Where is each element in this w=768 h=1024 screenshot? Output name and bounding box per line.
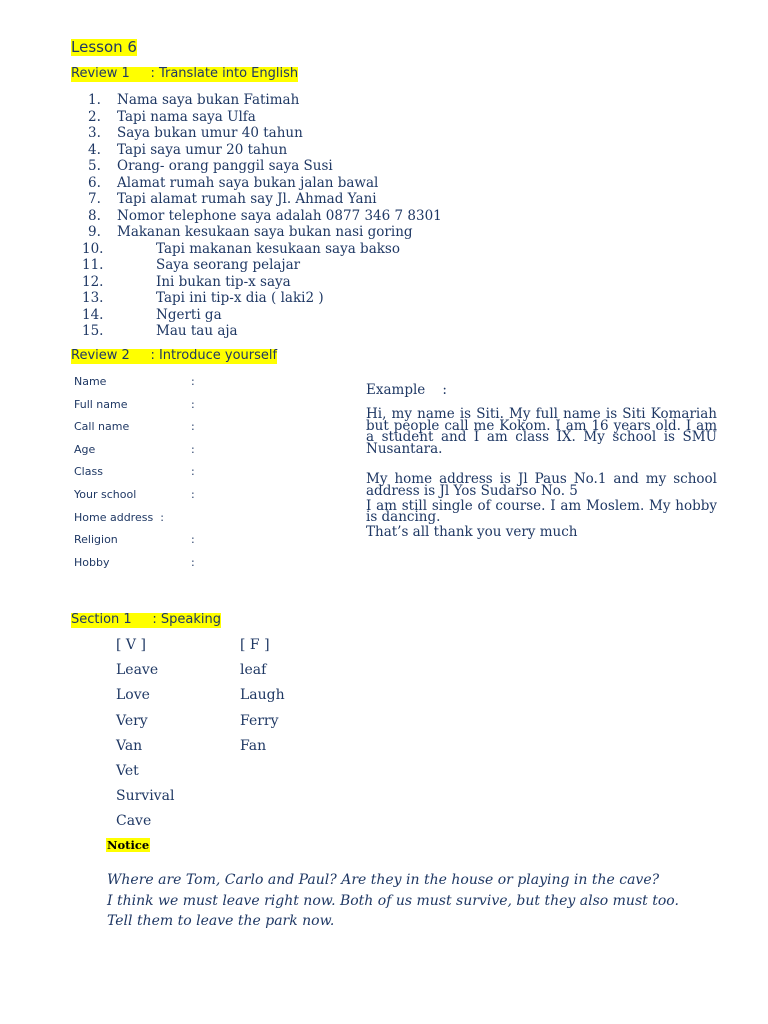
v-word: [ V ] bbox=[116, 637, 146, 653]
form-colon: : bbox=[191, 487, 195, 501]
practice-sentence: Where are Tom, Carlo and Paul? Are they in the house or playing in the cave? bbox=[107, 872, 660, 888]
list-item-text: Nama saya bukan Fatimah bbox=[117, 92, 300, 108]
form-colon: : bbox=[191, 420, 195, 434]
list-item-text: Tapi ini tip-x dia ( laki2 ) bbox=[156, 290, 324, 306]
list-item-number: 11. bbox=[82, 257, 104, 273]
form-label: Hobby bbox=[74, 555, 110, 569]
list-item-text: Ngerti ga bbox=[156, 306, 222, 323]
list-item bbox=[88, 92, 442, 109]
v-word: Love bbox=[116, 687, 150, 704]
list-item bbox=[82, 257, 442, 274]
list-item-number: 2. bbox=[88, 108, 101, 125]
list-item bbox=[82, 290, 442, 307]
form-row bbox=[74, 375, 195, 398]
example-paragraph: That’s all thank you very much bbox=[366, 524, 578, 541]
list-item bbox=[82, 240, 442, 258]
word-pair-row bbox=[116, 788, 285, 813]
v-word: Cave bbox=[116, 813, 152, 830]
form-label: Call name bbox=[74, 420, 130, 434]
practice-sentence: I think we must leave right now. Both of us must survive, but they also must too. bbox=[107, 892, 679, 909]
form-label: Home address : bbox=[74, 510, 164, 524]
v-word: Survival bbox=[116, 788, 175, 805]
list-item-number: 5. bbox=[88, 158, 101, 174]
list-item bbox=[88, 109, 442, 126]
list-item-number: 13. bbox=[82, 290, 104, 306]
example-paragraph: My home address is Jl Paus No.1 and my school address is Jl Yos Sudarso No. 5 bbox=[366, 470, 717, 499]
f-word: Fan bbox=[240, 737, 267, 754]
f-word: Ferry bbox=[240, 712, 279, 729]
lesson-title bbox=[71, 38, 137, 56]
list-item bbox=[88, 125, 442, 142]
list-item bbox=[82, 323, 442, 340]
v-word: Leave bbox=[116, 662, 159, 679]
form-colon: : bbox=[191, 397, 195, 411]
example-block bbox=[366, 382, 717, 541]
form-colon: : bbox=[191, 375, 195, 388]
list-item-number: 15. bbox=[82, 323, 104, 339]
f-word: leaf bbox=[240, 662, 267, 679]
review1-heading-text: Review 1 : Translate into English bbox=[71, 66, 299, 81]
word-pair-row bbox=[116, 738, 285, 763]
translate-list bbox=[82, 92, 442, 340]
v-word: Van bbox=[116, 737, 143, 754]
list-item bbox=[88, 208, 442, 225]
list-item-number: 12. bbox=[82, 273, 104, 290]
word-pair-row bbox=[116, 687, 285, 712]
notice-label: Notice bbox=[107, 838, 150, 852]
lesson-title-text: Lesson 6 bbox=[71, 38, 137, 56]
v-word: Vet bbox=[116, 762, 139, 779]
f-word: [ F ] bbox=[240, 637, 270, 653]
list-item-text: Ini bukan tip-x saya bbox=[156, 273, 291, 290]
list-item-text: Nomor telephone saya adalah 0877 346 7 8301 bbox=[117, 207, 442, 224]
review1-heading bbox=[71, 66, 298, 82]
form-label: Full name bbox=[74, 397, 128, 411]
review2-heading bbox=[71, 348, 277, 364]
form-colon: : bbox=[191, 465, 195, 479]
v-word: Very bbox=[116, 712, 148, 729]
practice-sentence: Tell them to leave the park now. bbox=[107, 913, 335, 929]
list-item-number: 10. bbox=[82, 240, 104, 257]
list-item-number: 1. bbox=[88, 92, 101, 108]
section1-heading-text: Section 1 : Speaking bbox=[71, 612, 221, 627]
list-item-number: 8. bbox=[88, 207, 101, 224]
form-row bbox=[74, 533, 195, 556]
list-item-text: Tapi nama saya Ulfa bbox=[117, 108, 256, 125]
word-pair-row bbox=[116, 763, 285, 788]
section1-heading bbox=[71, 612, 221, 628]
word-pair-row bbox=[116, 637, 285, 662]
form-row bbox=[74, 420, 195, 443]
list-item bbox=[82, 306, 442, 324]
example-title: Example : bbox=[366, 382, 447, 398]
speaking-table bbox=[116, 637, 285, 839]
f-word: Laugh bbox=[240, 687, 285, 704]
list-item bbox=[88, 224, 442, 241]
form-label: Your school bbox=[74, 487, 137, 501]
list-item-number: 4. bbox=[88, 141, 101, 158]
list-item-text: Tapi alamat rumah say Jl. Ahmad Yani bbox=[117, 191, 377, 207]
list-item-number: 9. bbox=[88, 224, 101, 240]
word-pair-row bbox=[116, 813, 285, 838]
introduce-form bbox=[74, 375, 195, 578]
word-pair-row bbox=[116, 662, 285, 687]
list-item-number: 7. bbox=[88, 191, 101, 207]
form-colon: : bbox=[191, 555, 195, 569]
list-item-number: 3. bbox=[88, 125, 101, 141]
list-item bbox=[88, 191, 442, 208]
list-item bbox=[82, 273, 442, 291]
list-item-number: 6. bbox=[88, 174, 101, 191]
list-item bbox=[88, 142, 442, 159]
list-item-text: Tapi makanan kesukaan saya bakso bbox=[156, 240, 400, 257]
list-item-text: Makanan kesukaan saya bukan nasi goring bbox=[117, 224, 413, 240]
example-paragraph: Hi, my name is Siti. My full name is Siti Komariah but people call me Kokom. I am 16 years old. I am a student and I am class IX. My school is SMU Nusantara. bbox=[366, 405, 717, 458]
form-label: Name bbox=[74, 375, 107, 388]
form-row bbox=[74, 398, 195, 421]
form-label: Class bbox=[74, 465, 103, 479]
form-row bbox=[74, 443, 195, 466]
form-label: Age bbox=[74, 442, 96, 456]
list-item-number: 14. bbox=[82, 306, 104, 323]
form-row bbox=[74, 465, 195, 488]
list-item-text: Saya bukan umur 40 tahun bbox=[117, 125, 303, 141]
form-row bbox=[74, 511, 195, 534]
practice-sentences bbox=[107, 870, 679, 932]
form-row bbox=[74, 488, 195, 511]
list-item-text: Saya seorang pelajar bbox=[156, 257, 301, 273]
form-colon: : bbox=[191, 442, 195, 456]
list-item-text: Tapi saya umur 20 tahun bbox=[117, 141, 288, 158]
form-label: Religion bbox=[74, 533, 118, 547]
list-item-text: Alamat rumah saya bukan jalan bawal bbox=[117, 174, 379, 191]
list-item-text: Orang- orang panggil saya Susi bbox=[117, 158, 333, 174]
review2-heading-text: Review 2 : Introduce yourself bbox=[71, 348, 278, 363]
example-paragraph: I am still single of course. I am Moslem. My hobby is dancing. bbox=[366, 497, 717, 526]
list-item-text: Mau tau aja bbox=[156, 323, 238, 339]
word-pair-row bbox=[116, 713, 285, 738]
list-item bbox=[88, 158, 442, 175]
list-item bbox=[88, 175, 442, 192]
form-colon: : bbox=[191, 533, 195, 547]
form-row bbox=[74, 556, 195, 579]
